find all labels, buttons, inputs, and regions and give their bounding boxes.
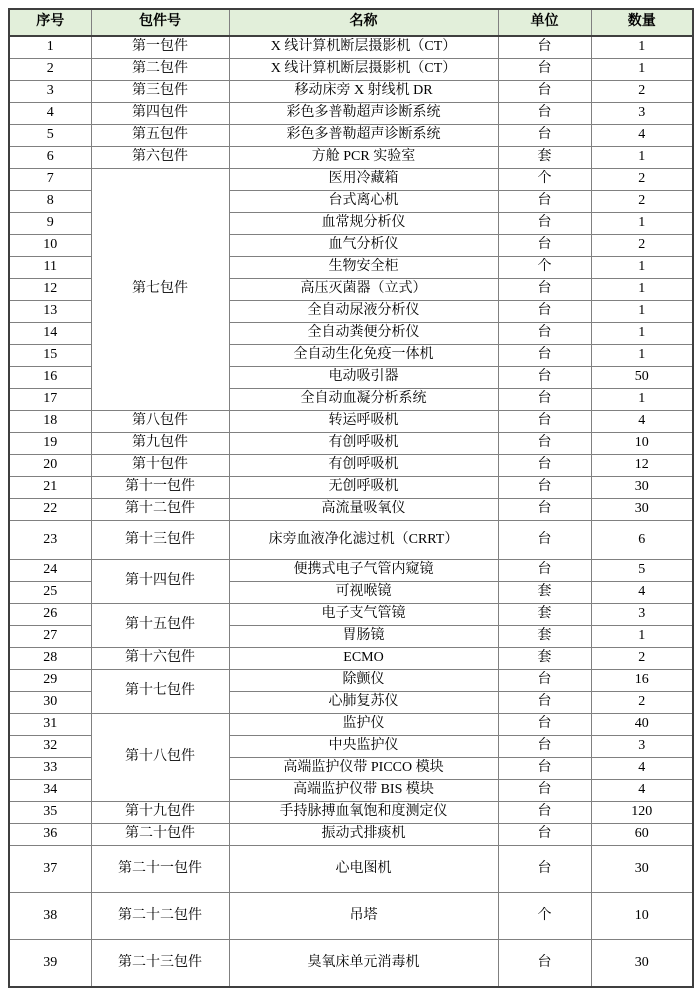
quantity-cell: 2 bbox=[591, 235, 693, 257]
quantity-cell: 2 bbox=[591, 81, 693, 103]
quantity-cell: 60 bbox=[591, 824, 693, 846]
unit-cell: 台 bbox=[498, 345, 591, 367]
name-cell: X 线计算机断层摄影机（CT） bbox=[229, 59, 498, 81]
quantity-cell: 1 bbox=[591, 279, 693, 301]
package-cell: 第十五包件 bbox=[91, 604, 229, 648]
package-cell: 第十八包件 bbox=[91, 714, 229, 802]
unit-cell: 个 bbox=[498, 257, 591, 279]
package-cell: 第十二包件 bbox=[91, 499, 229, 521]
table-row bbox=[9, 604, 693, 626]
package-cell: 第十九包件 bbox=[91, 802, 229, 824]
quantity-cell: 2 bbox=[591, 191, 693, 213]
name-cell: 全自动粪便分析仪 bbox=[229, 323, 498, 345]
table-row bbox=[9, 455, 693, 477]
table-row bbox=[9, 36, 693, 59]
quantity-cell: 1 bbox=[591, 147, 693, 169]
name-cell: 臭氧床单元消毒机 bbox=[229, 940, 498, 988]
serial-cell: 27 bbox=[9, 626, 91, 648]
unit-cell: 台 bbox=[498, 940, 591, 988]
unit-cell: 台 bbox=[498, 411, 591, 433]
package-cell: 第二十三包件 bbox=[91, 940, 229, 988]
name-cell: 有创呼吸机 bbox=[229, 433, 498, 455]
column-header-package: 包件号 bbox=[91, 9, 229, 36]
header-row bbox=[9, 9, 693, 36]
unit-cell: 台 bbox=[498, 780, 591, 802]
unit-cell: 套 bbox=[498, 648, 591, 670]
unit-cell: 台 bbox=[498, 367, 591, 389]
name-cell: 高端监护仪带 PICCO 模块 bbox=[229, 758, 498, 780]
unit-cell: 个 bbox=[498, 169, 591, 191]
name-cell: 心电图机 bbox=[229, 846, 498, 893]
serial-cell: 26 bbox=[9, 604, 91, 626]
unit-cell: 个 bbox=[498, 893, 591, 940]
quantity-cell: 2 bbox=[591, 648, 693, 670]
serial-cell: 12 bbox=[9, 279, 91, 301]
serial-cell: 4 bbox=[9, 103, 91, 125]
name-cell: 心肺复苏仪 bbox=[229, 692, 498, 714]
package-cell: 第十六包件 bbox=[91, 648, 229, 670]
quantity-cell: 1 bbox=[591, 59, 693, 81]
package-cell: 第十一包件 bbox=[91, 477, 229, 499]
unit-cell: 台 bbox=[498, 191, 591, 213]
name-cell: 床旁血液净化滤过机（CRRT） bbox=[229, 521, 498, 560]
serial-cell: 5 bbox=[9, 125, 91, 147]
quantity-cell: 2 bbox=[591, 692, 693, 714]
name-cell: 血气分析仪 bbox=[229, 235, 498, 257]
table-row bbox=[9, 846, 693, 893]
quantity-cell: 4 bbox=[591, 780, 693, 802]
package-cell: 第一包件 bbox=[91, 36, 229, 59]
unit-cell: 台 bbox=[498, 433, 591, 455]
unit-cell: 台 bbox=[498, 802, 591, 824]
package-cell: 第十四包件 bbox=[91, 560, 229, 604]
name-cell: 彩色多普勒超声诊断系统 bbox=[229, 125, 498, 147]
package-cell: 第八包件 bbox=[91, 411, 229, 433]
quantity-cell: 10 bbox=[591, 433, 693, 455]
quantity-cell: 4 bbox=[591, 582, 693, 604]
quantity-cell: 1 bbox=[591, 257, 693, 279]
unit-cell: 台 bbox=[498, 323, 591, 345]
quantity-cell: 40 bbox=[591, 714, 693, 736]
unit-cell: 台 bbox=[498, 279, 591, 301]
serial-cell: 35 bbox=[9, 802, 91, 824]
name-cell: 彩色多普勒超声诊断系统 bbox=[229, 103, 498, 125]
serial-cell: 18 bbox=[9, 411, 91, 433]
unit-cell: 套 bbox=[498, 604, 591, 626]
quantity-cell: 4 bbox=[591, 125, 693, 147]
quantity-cell: 3 bbox=[591, 736, 693, 758]
serial-cell: 29 bbox=[9, 670, 91, 692]
serial-cell: 39 bbox=[9, 940, 91, 988]
table-row bbox=[9, 433, 693, 455]
serial-cell: 24 bbox=[9, 560, 91, 582]
table-row bbox=[9, 714, 693, 736]
quantity-cell: 4 bbox=[591, 758, 693, 780]
name-cell: 振动式排痰机 bbox=[229, 824, 498, 846]
serial-cell: 17 bbox=[9, 389, 91, 411]
quantity-cell: 120 bbox=[591, 802, 693, 824]
unit-cell: 套 bbox=[498, 582, 591, 604]
name-cell: 监护仪 bbox=[229, 714, 498, 736]
serial-cell: 9 bbox=[9, 213, 91, 235]
serial-cell: 31 bbox=[9, 714, 91, 736]
table-row bbox=[9, 893, 693, 940]
quantity-cell: 30 bbox=[591, 477, 693, 499]
unit-cell: 台 bbox=[498, 846, 591, 893]
table-row bbox=[9, 940, 693, 988]
quantity-cell: 1 bbox=[591, 323, 693, 345]
quantity-cell: 1 bbox=[591, 213, 693, 235]
unit-cell: 台 bbox=[498, 824, 591, 846]
package-cell: 第十三包件 bbox=[91, 521, 229, 560]
name-cell: 高端监护仪带 BIS 模块 bbox=[229, 780, 498, 802]
name-cell: 吊塔 bbox=[229, 893, 498, 940]
package-cell: 第三包件 bbox=[91, 81, 229, 103]
quantity-cell: 10 bbox=[591, 893, 693, 940]
serial-cell: 38 bbox=[9, 893, 91, 940]
serial-cell: 36 bbox=[9, 824, 91, 846]
unit-cell: 台 bbox=[498, 455, 591, 477]
table-row bbox=[9, 147, 693, 169]
name-cell: 血常规分析仪 bbox=[229, 213, 498, 235]
package-cell: 第五包件 bbox=[91, 125, 229, 147]
unit-cell: 台 bbox=[498, 59, 591, 81]
serial-cell: 2 bbox=[9, 59, 91, 81]
serial-cell: 33 bbox=[9, 758, 91, 780]
table-row bbox=[9, 125, 693, 147]
table-row bbox=[9, 670, 693, 692]
unit-cell: 台 bbox=[498, 670, 591, 692]
quantity-cell: 1 bbox=[591, 345, 693, 367]
serial-cell: 20 bbox=[9, 455, 91, 477]
name-cell: 全自动尿液分析仪 bbox=[229, 301, 498, 323]
table-row bbox=[9, 103, 693, 125]
serial-cell: 1 bbox=[9, 36, 91, 59]
quantity-cell: 5 bbox=[591, 560, 693, 582]
name-cell: 转运呼吸机 bbox=[229, 411, 498, 433]
quantity-cell: 1 bbox=[591, 389, 693, 411]
column-header-quantity: 数量 bbox=[591, 9, 693, 36]
serial-cell: 13 bbox=[9, 301, 91, 323]
quantity-cell: 30 bbox=[591, 940, 693, 988]
column-header-serial: 序号 bbox=[9, 9, 91, 36]
unit-cell: 台 bbox=[498, 714, 591, 736]
serial-cell: 11 bbox=[9, 257, 91, 279]
name-cell: 高压灭菌器（立式） bbox=[229, 279, 498, 301]
equipment-package-table bbox=[8, 8, 694, 988]
quantity-cell: 30 bbox=[591, 846, 693, 893]
unit-cell: 台 bbox=[498, 560, 591, 582]
serial-cell: 19 bbox=[9, 433, 91, 455]
unit-cell: 台 bbox=[498, 81, 591, 103]
serial-cell: 16 bbox=[9, 367, 91, 389]
name-cell: 便携式电子气管内窥镜 bbox=[229, 560, 498, 582]
quantity-cell: 3 bbox=[591, 103, 693, 125]
table-row bbox=[9, 824, 693, 846]
serial-cell: 14 bbox=[9, 323, 91, 345]
table-row bbox=[9, 648, 693, 670]
unit-cell: 台 bbox=[498, 235, 591, 257]
name-cell: 全自动生化免疫一体机 bbox=[229, 345, 498, 367]
unit-cell: 台 bbox=[498, 213, 591, 235]
column-header-unit: 单位 bbox=[498, 9, 591, 36]
quantity-cell: 1 bbox=[591, 36, 693, 59]
package-cell: 第六包件 bbox=[91, 147, 229, 169]
serial-cell: 3 bbox=[9, 81, 91, 103]
package-cell: 第二十一包件 bbox=[91, 846, 229, 893]
serial-cell: 8 bbox=[9, 191, 91, 213]
unit-cell: 套 bbox=[498, 626, 591, 648]
serial-cell: 21 bbox=[9, 477, 91, 499]
name-cell: 医用冷藏箱 bbox=[229, 169, 498, 191]
serial-cell: 7 bbox=[9, 169, 91, 191]
package-cell: 第二十二包件 bbox=[91, 893, 229, 940]
name-cell: 电动吸引器 bbox=[229, 367, 498, 389]
unit-cell: 台 bbox=[498, 301, 591, 323]
quantity-cell: 6 bbox=[591, 521, 693, 560]
name-cell: 台式离心机 bbox=[229, 191, 498, 213]
serial-cell: 37 bbox=[9, 846, 91, 893]
name-cell: 手持脉搏血氧饱和度测定仪 bbox=[229, 802, 498, 824]
quantity-cell: 3 bbox=[591, 604, 693, 626]
unit-cell: 台 bbox=[498, 499, 591, 521]
column-header-name: 名称 bbox=[229, 9, 498, 36]
serial-cell: 23 bbox=[9, 521, 91, 560]
serial-cell: 34 bbox=[9, 780, 91, 802]
serial-cell: 6 bbox=[9, 147, 91, 169]
package-cell: 第二十包件 bbox=[91, 824, 229, 846]
quantity-cell: 16 bbox=[591, 670, 693, 692]
name-cell: 有创呼吸机 bbox=[229, 455, 498, 477]
unit-cell: 台 bbox=[498, 692, 591, 714]
quantity-cell: 12 bbox=[591, 455, 693, 477]
quantity-cell: 30 bbox=[591, 499, 693, 521]
name-cell: ECMO bbox=[229, 648, 498, 670]
name-cell: 中央监护仪 bbox=[229, 736, 498, 758]
table-row bbox=[9, 59, 693, 81]
table-row bbox=[9, 411, 693, 433]
name-cell: 高流量吸氧仪 bbox=[229, 499, 498, 521]
unit-cell: 台 bbox=[498, 389, 591, 411]
unit-cell: 台 bbox=[498, 477, 591, 499]
serial-cell: 10 bbox=[9, 235, 91, 257]
unit-cell: 台 bbox=[498, 736, 591, 758]
unit-cell: 台 bbox=[498, 521, 591, 560]
name-cell: 生物安全柜 bbox=[229, 257, 498, 279]
table-row bbox=[9, 560, 693, 582]
quantity-cell: 2 bbox=[591, 169, 693, 191]
serial-cell: 32 bbox=[9, 736, 91, 758]
name-cell: 全自动血凝分析系统 bbox=[229, 389, 498, 411]
table-row bbox=[9, 499, 693, 521]
name-cell: 可视喉镜 bbox=[229, 582, 498, 604]
unit-cell: 套 bbox=[498, 147, 591, 169]
package-cell: 第七包件 bbox=[91, 169, 229, 411]
table-row bbox=[9, 169, 693, 191]
unit-cell: 台 bbox=[498, 36, 591, 59]
name-cell: 方舱 PCR 实验室 bbox=[229, 147, 498, 169]
name-cell: 无创呼吸机 bbox=[229, 477, 498, 499]
quantity-cell: 1 bbox=[591, 301, 693, 323]
table-row bbox=[9, 521, 693, 560]
serial-cell: 30 bbox=[9, 692, 91, 714]
unit-cell: 台 bbox=[498, 103, 591, 125]
quantity-cell: 1 bbox=[591, 626, 693, 648]
package-cell: 第九包件 bbox=[91, 433, 229, 455]
name-cell: 胃肠镜 bbox=[229, 626, 498, 648]
quantity-cell: 50 bbox=[591, 367, 693, 389]
package-cell: 第四包件 bbox=[91, 103, 229, 125]
table-row bbox=[9, 477, 693, 499]
serial-cell: 22 bbox=[9, 499, 91, 521]
name-cell: 电子支气管镜 bbox=[229, 604, 498, 626]
package-cell: 第十七包件 bbox=[91, 670, 229, 714]
quantity-cell: 4 bbox=[591, 411, 693, 433]
name-cell: 移动床旁 X 射线机 DR bbox=[229, 81, 498, 103]
name-cell: X 线计算机断层摄影机（CT） bbox=[229, 36, 498, 59]
package-cell: 第十包件 bbox=[91, 455, 229, 477]
table-row bbox=[9, 81, 693, 103]
package-cell: 第二包件 bbox=[91, 59, 229, 81]
unit-cell: 台 bbox=[498, 125, 591, 147]
name-cell: 除颤仪 bbox=[229, 670, 498, 692]
table-body bbox=[9, 36, 693, 987]
serial-cell: 15 bbox=[9, 345, 91, 367]
unit-cell: 台 bbox=[498, 758, 591, 780]
serial-cell: 25 bbox=[9, 582, 91, 604]
serial-cell: 28 bbox=[9, 648, 91, 670]
table-row bbox=[9, 802, 693, 824]
